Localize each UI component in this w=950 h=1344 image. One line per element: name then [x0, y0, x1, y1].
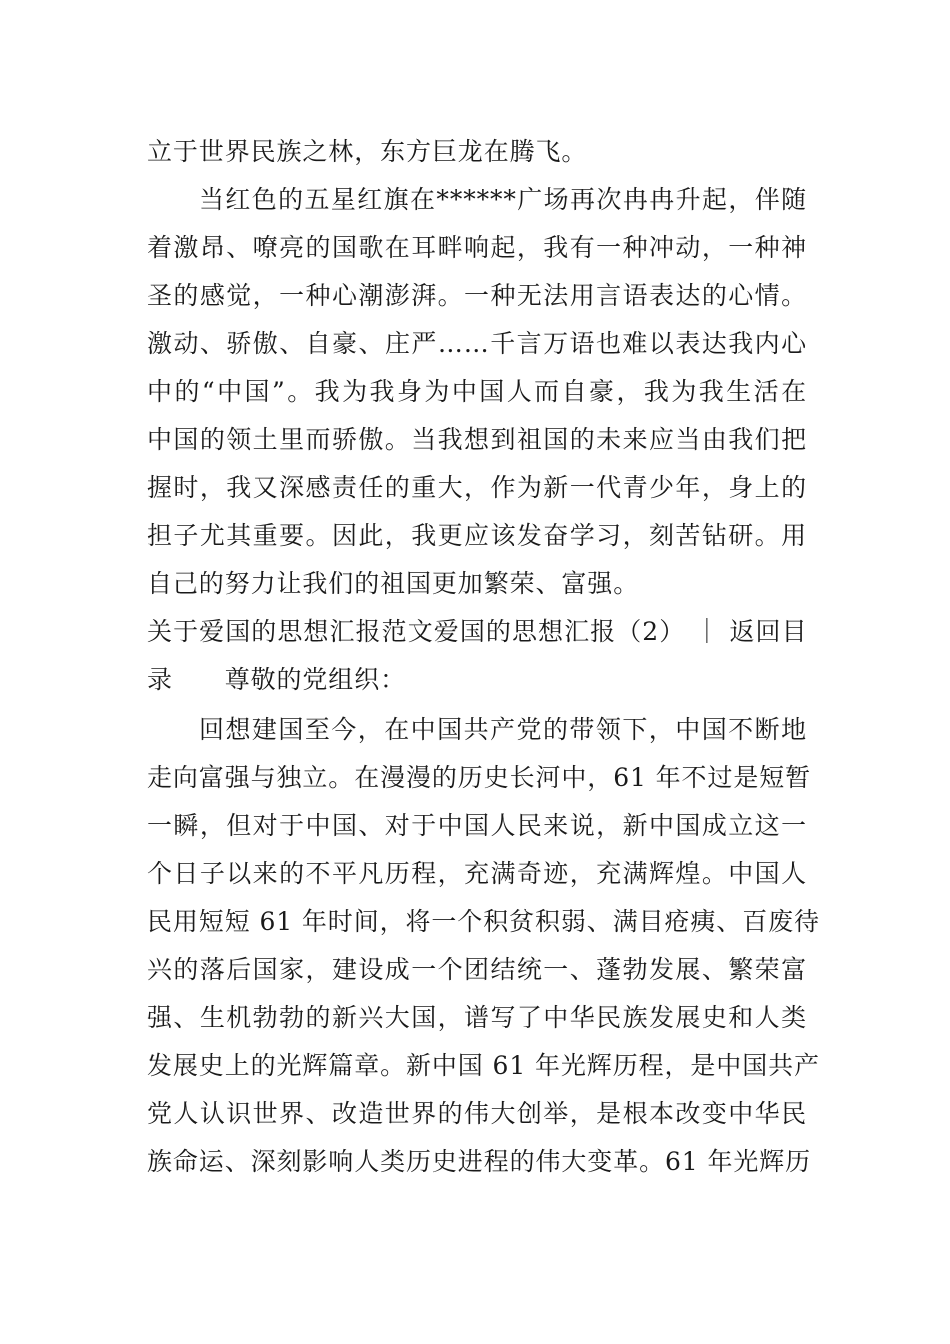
paragraph-line: 中的“中国”。我为我身为中国人而自豪，我为我生活在: [147, 377, 807, 406]
paragraph-line: 握时，我又深感责任的重大，作为新一代青少年，身上的: [147, 473, 807, 502]
paragraph-line: 族命运、深刻影响人类历史进程的伟大变革。61 年光辉历: [147, 1147, 812, 1176]
paragraph-line: 担子尤其重要。因此，我更应该发奋学习，刻苦钻研。用: [147, 521, 807, 550]
section-heading: 关于爱国的思想汇报范文爱国的思想汇报（2） ｜ 返回目: [147, 617, 807, 646]
paragraph-line: 走向富强与独立。在漫漫的历史长河中，61 年不过是短暂: [147, 763, 812, 792]
paragraph-line: 中国的领土里而骄傲。当我想到祖国的未来应当由我们把: [147, 425, 807, 454]
salutation-line: 录 尊敬的党组织：: [147, 665, 407, 694]
paragraph-line: 当红色的五星红旗在******广场再次冉冉升起，伴随: [199, 185, 807, 214]
paragraph-line: 强、生机勃勃的新兴大国，谱写了中华民族发展史和人类: [147, 1003, 807, 1032]
paragraph-line: 个日子以来的不平凡历程，充满奇迹，充满辉煌。中国人: [147, 859, 807, 888]
paragraph-line: 着激昂、嘹亮的国歌在耳畔响起，我有一种冲动，一种神: [147, 233, 807, 262]
paragraph-line: 民用短短 61 年时间，将一个积贫积弱、满目疮痍、百废待: [147, 907, 820, 936]
paragraph-line: 激动、骄傲、自豪、庄严……千言万语也难以表达我内心: [147, 329, 807, 358]
paragraph-line: 发展史上的光辉篇章。新中国 61 年光辉历程，是中国共产: [147, 1051, 820, 1080]
paragraph-line: 回想建国至今，在中国共产党的带领下，中国不断地: [199, 715, 807, 744]
paragraph-line: 一瞬，但对于中国、对于中国人民来说，新中国成立这一: [147, 811, 807, 840]
paragraph-line: 党人认识世界、改造世界的伟大创举，是根本改变中华民: [147, 1099, 807, 1128]
paragraph-line: 立于世界民族之林，东方巨龙在腾飞。: [147, 137, 588, 166]
paragraph-line: 圣的感觉，一种心潮澎湃。一种无法用言语表达的心情。: [147, 281, 807, 310]
paragraph-line: 自己的努力让我们的祖国更加繁荣、富强。: [147, 569, 640, 598]
paragraph-line: 兴的落后国家，建设成一个团结统一、蓬勃发展、繁荣富: [147, 955, 807, 984]
